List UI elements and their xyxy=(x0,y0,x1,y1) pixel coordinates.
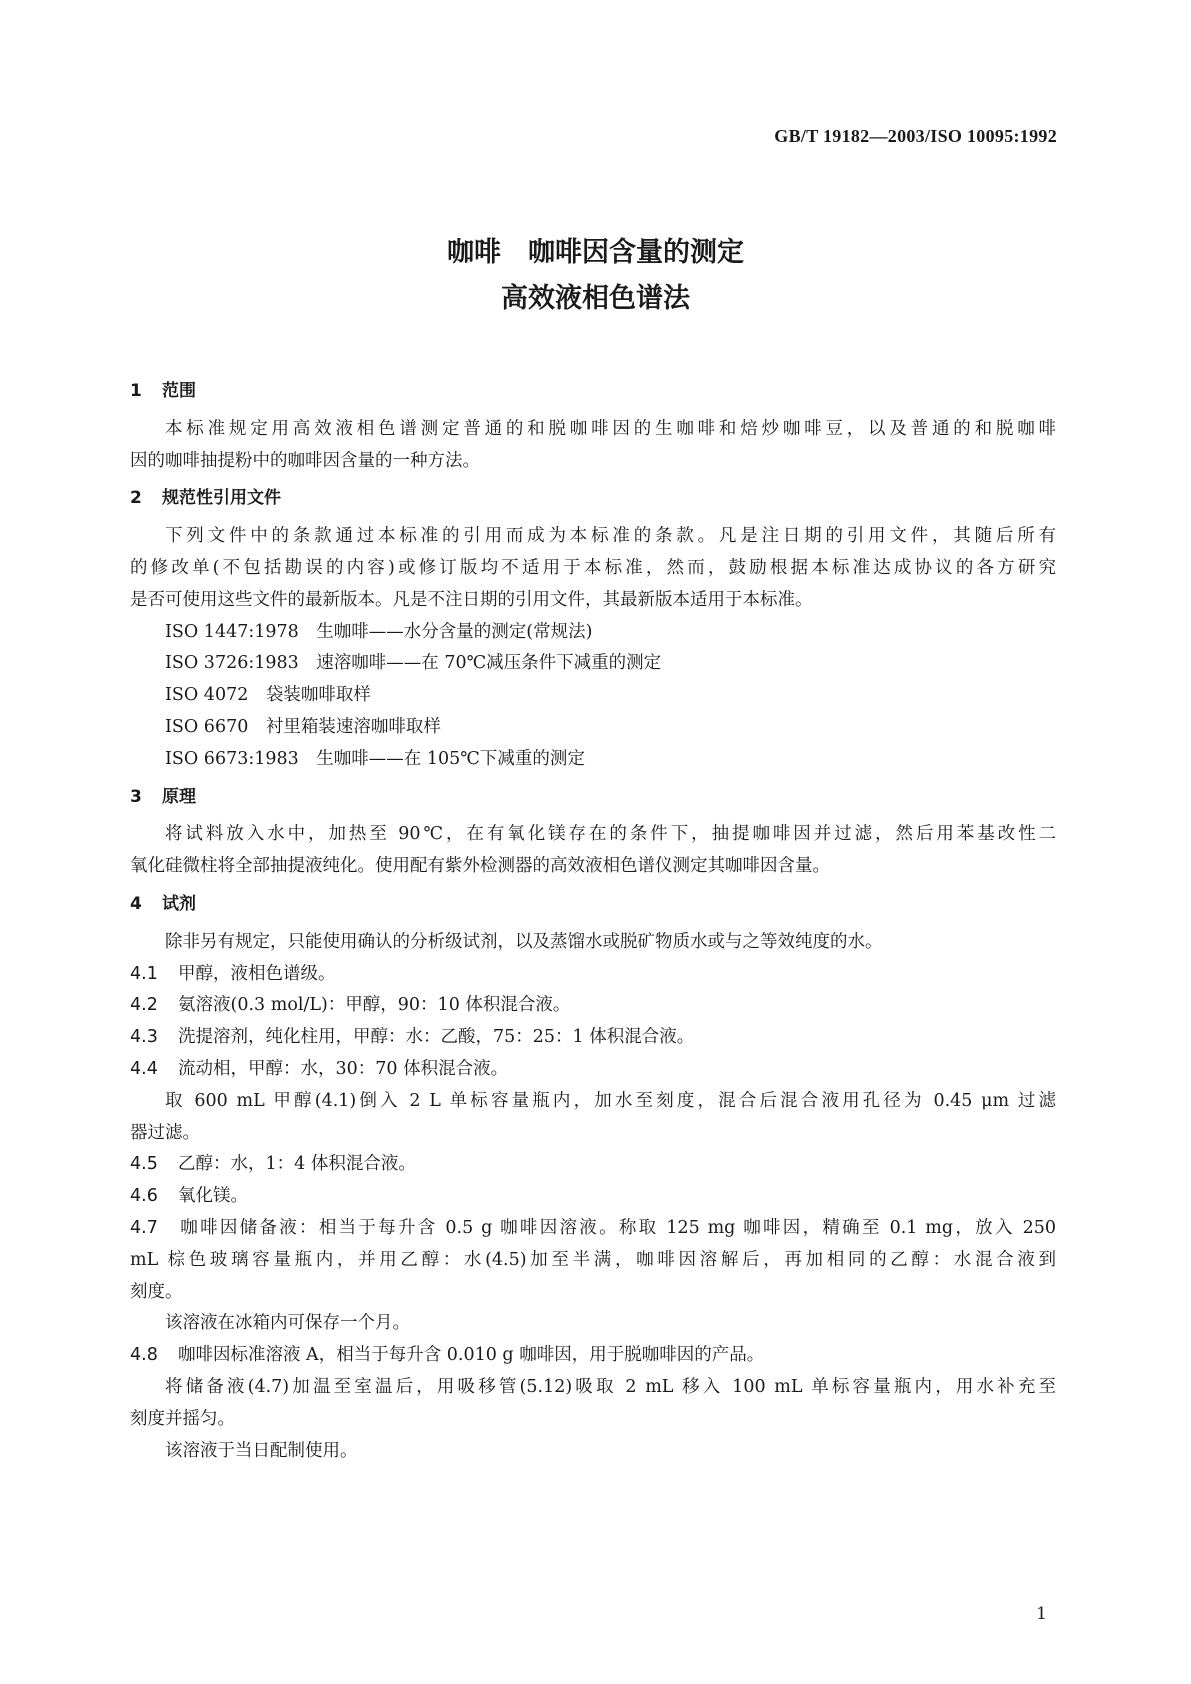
clause-number: 4.2 xyxy=(130,995,158,1016)
clause-4-2 xyxy=(130,990,1056,1022)
reference-item: ISO 1447:1978 生咖啡——水分含量的测定(常规法) xyxy=(165,621,593,642)
paragraph-line: 刻度。 xyxy=(130,1281,183,1302)
clause-4-5 xyxy=(130,1149,1056,1181)
clause-4-4 xyxy=(130,1054,1056,1086)
paragraph-line: 下列文件中的条款通过本标准的引用而成为本标准的条款。凡是注日期的引用文件，其随后所有 xyxy=(165,526,1056,547)
section-title: 范围 xyxy=(162,381,196,401)
clause-4-3 xyxy=(130,1022,1056,1054)
section-number: 3 xyxy=(130,786,142,807)
clause-number: 4.6 xyxy=(130,1186,158,1207)
clause-4-7 xyxy=(130,1213,1056,1245)
section-heading-reagents xyxy=(130,889,1056,921)
paragraph-line: 将试料放入水中，加热至 90℃，在有氧化镁存在的条件下，抽提咖啡因并过滤，然后用苯基改性二 xyxy=(165,824,1056,845)
clause-number: 4.1 xyxy=(130,963,158,984)
clause-4-6 xyxy=(130,1181,1056,1213)
paragraph-line: 除非另有规定，只能使用确认的分析级试剂，以及蒸馏水或脱矿物质水或与之等效纯度的水。 xyxy=(165,931,883,952)
clause-number: 4.3 xyxy=(130,1027,158,1048)
section-heading-references xyxy=(130,483,1056,515)
paragraph-line: 本标准规定用高效液相色谱测定普通的和脱咖啡因的生咖啡和焙炒咖啡豆，以及普通的和脱咖啡 xyxy=(165,418,1056,439)
section-title: 规范性引用文件 xyxy=(162,488,281,509)
clause-4-8 xyxy=(130,1340,1056,1372)
paragraph-line: 该溶液在冰箱内可保存一个月。 xyxy=(165,1313,410,1334)
clause-text: 洗提溶剂，纯化柱用，甲醇：水：乙酸，75：25：1 体积混合液。 xyxy=(178,1027,695,1048)
document-body xyxy=(130,370,1056,1467)
paragraph-line: 因的咖啡抽提粉中的咖啡因含量的一种方法。 xyxy=(130,450,480,471)
reference-item: ISO 3726:1983 速溶咖啡——在 70℃减压条件下减重的测定 xyxy=(165,653,662,674)
clause-text: 咖啡因储备液：相当于每升含 0.5 g 咖啡因溶液。称取 125 mg 咖啡因，精确至 0.1 mg，放入 250 xyxy=(178,1217,1056,1238)
document-title xyxy=(0,230,1191,322)
clause-text: 乙醇：水，1：4 体积混合液。 xyxy=(178,1154,416,1175)
clause-text: 咖啡因标准溶液 A，相当于每升含 0.010 g 咖啡因，用于脱咖啡因的产品。 xyxy=(178,1345,765,1366)
paragraph-line: 是否可使用这些文件的最新版本。凡是不注日期的引用文件，其最新版本适用于本标准。 xyxy=(130,589,813,610)
paragraph-line: 刻度并摇匀。 xyxy=(130,1408,235,1429)
clause-4-1 xyxy=(130,959,1056,991)
clause-number: 4.5 xyxy=(130,1154,158,1175)
section-number: 4 xyxy=(130,893,142,914)
paragraph-line: 取 600 mL 甲醇(4.1)倒入 2 L 单标容量瓶内，加水至刻度，混合后混合液用孔径为 0.45 μm 过滤 xyxy=(165,1090,1056,1111)
paragraph-line: 的修改单(不包括勘误的内容)或修订版均不适用于本标准，然而，鼓励根据本标准达成协议的各方研究 xyxy=(130,557,1056,578)
paragraph-line: 氧化硅微柱将全部抽提液纯化。使用配有紫外检测器的高效液相色谱仪测定其咖啡因含量。 xyxy=(130,856,830,877)
section-number: 2 xyxy=(130,488,142,509)
reference-item: ISO 6670 衬里箱装速溶咖啡取样 xyxy=(165,716,441,737)
standard-number: GB/T 19182—2003/ISO 10095:1992 xyxy=(774,126,1057,146)
reference-item: ISO 6673:1983 生咖啡——在 105℃下减重的测定 xyxy=(165,748,585,769)
section-number: 1 xyxy=(130,381,142,401)
section-heading-scope xyxy=(130,376,1056,408)
clause-text: 氨溶液(0.3 mol/L)：甲醇，90：10 体积混合液。 xyxy=(178,995,571,1016)
section-heading-principle xyxy=(130,782,1056,814)
title-line-1: 咖啡 咖啡因含量的测定 xyxy=(447,237,744,268)
page-number: 1 xyxy=(1036,1604,1047,1624)
paragraph-line: mL 棕色玻璃容量瓶内，并用乙醇：水(4.5)加至半满，咖啡因溶解后，再加相同的乙醇：水混合液到 xyxy=(130,1249,1056,1270)
clause-text: 流动相，甲醇：水，30：70 体积混合液。 xyxy=(178,1058,509,1079)
clause-number: 4.8 xyxy=(130,1345,158,1366)
clause-text: 甲醇，液相色谱级。 xyxy=(178,963,336,984)
clause-number: 4.7 xyxy=(130,1217,158,1238)
clause-number: 4.4 xyxy=(130,1058,158,1079)
paragraph-line: 器过滤。 xyxy=(130,1122,200,1143)
section-title: 试剂 xyxy=(162,893,196,914)
paragraph-line: 该溶液于当日配制使用。 xyxy=(165,1440,358,1461)
reference-item: ISO 4072 袋装咖啡取样 xyxy=(165,685,371,706)
section-title: 原理 xyxy=(162,786,196,807)
paragraph-line: 将储备液(4.7)加温至室温后，用吸移管(5.12)吸取 2 mL 移入 100 mL 单标容量瓶内，用水补充至 xyxy=(165,1376,1056,1397)
clause-text: 氧化镁。 xyxy=(178,1186,248,1207)
title-line-2: 高效液相色谱法 xyxy=(501,283,690,314)
